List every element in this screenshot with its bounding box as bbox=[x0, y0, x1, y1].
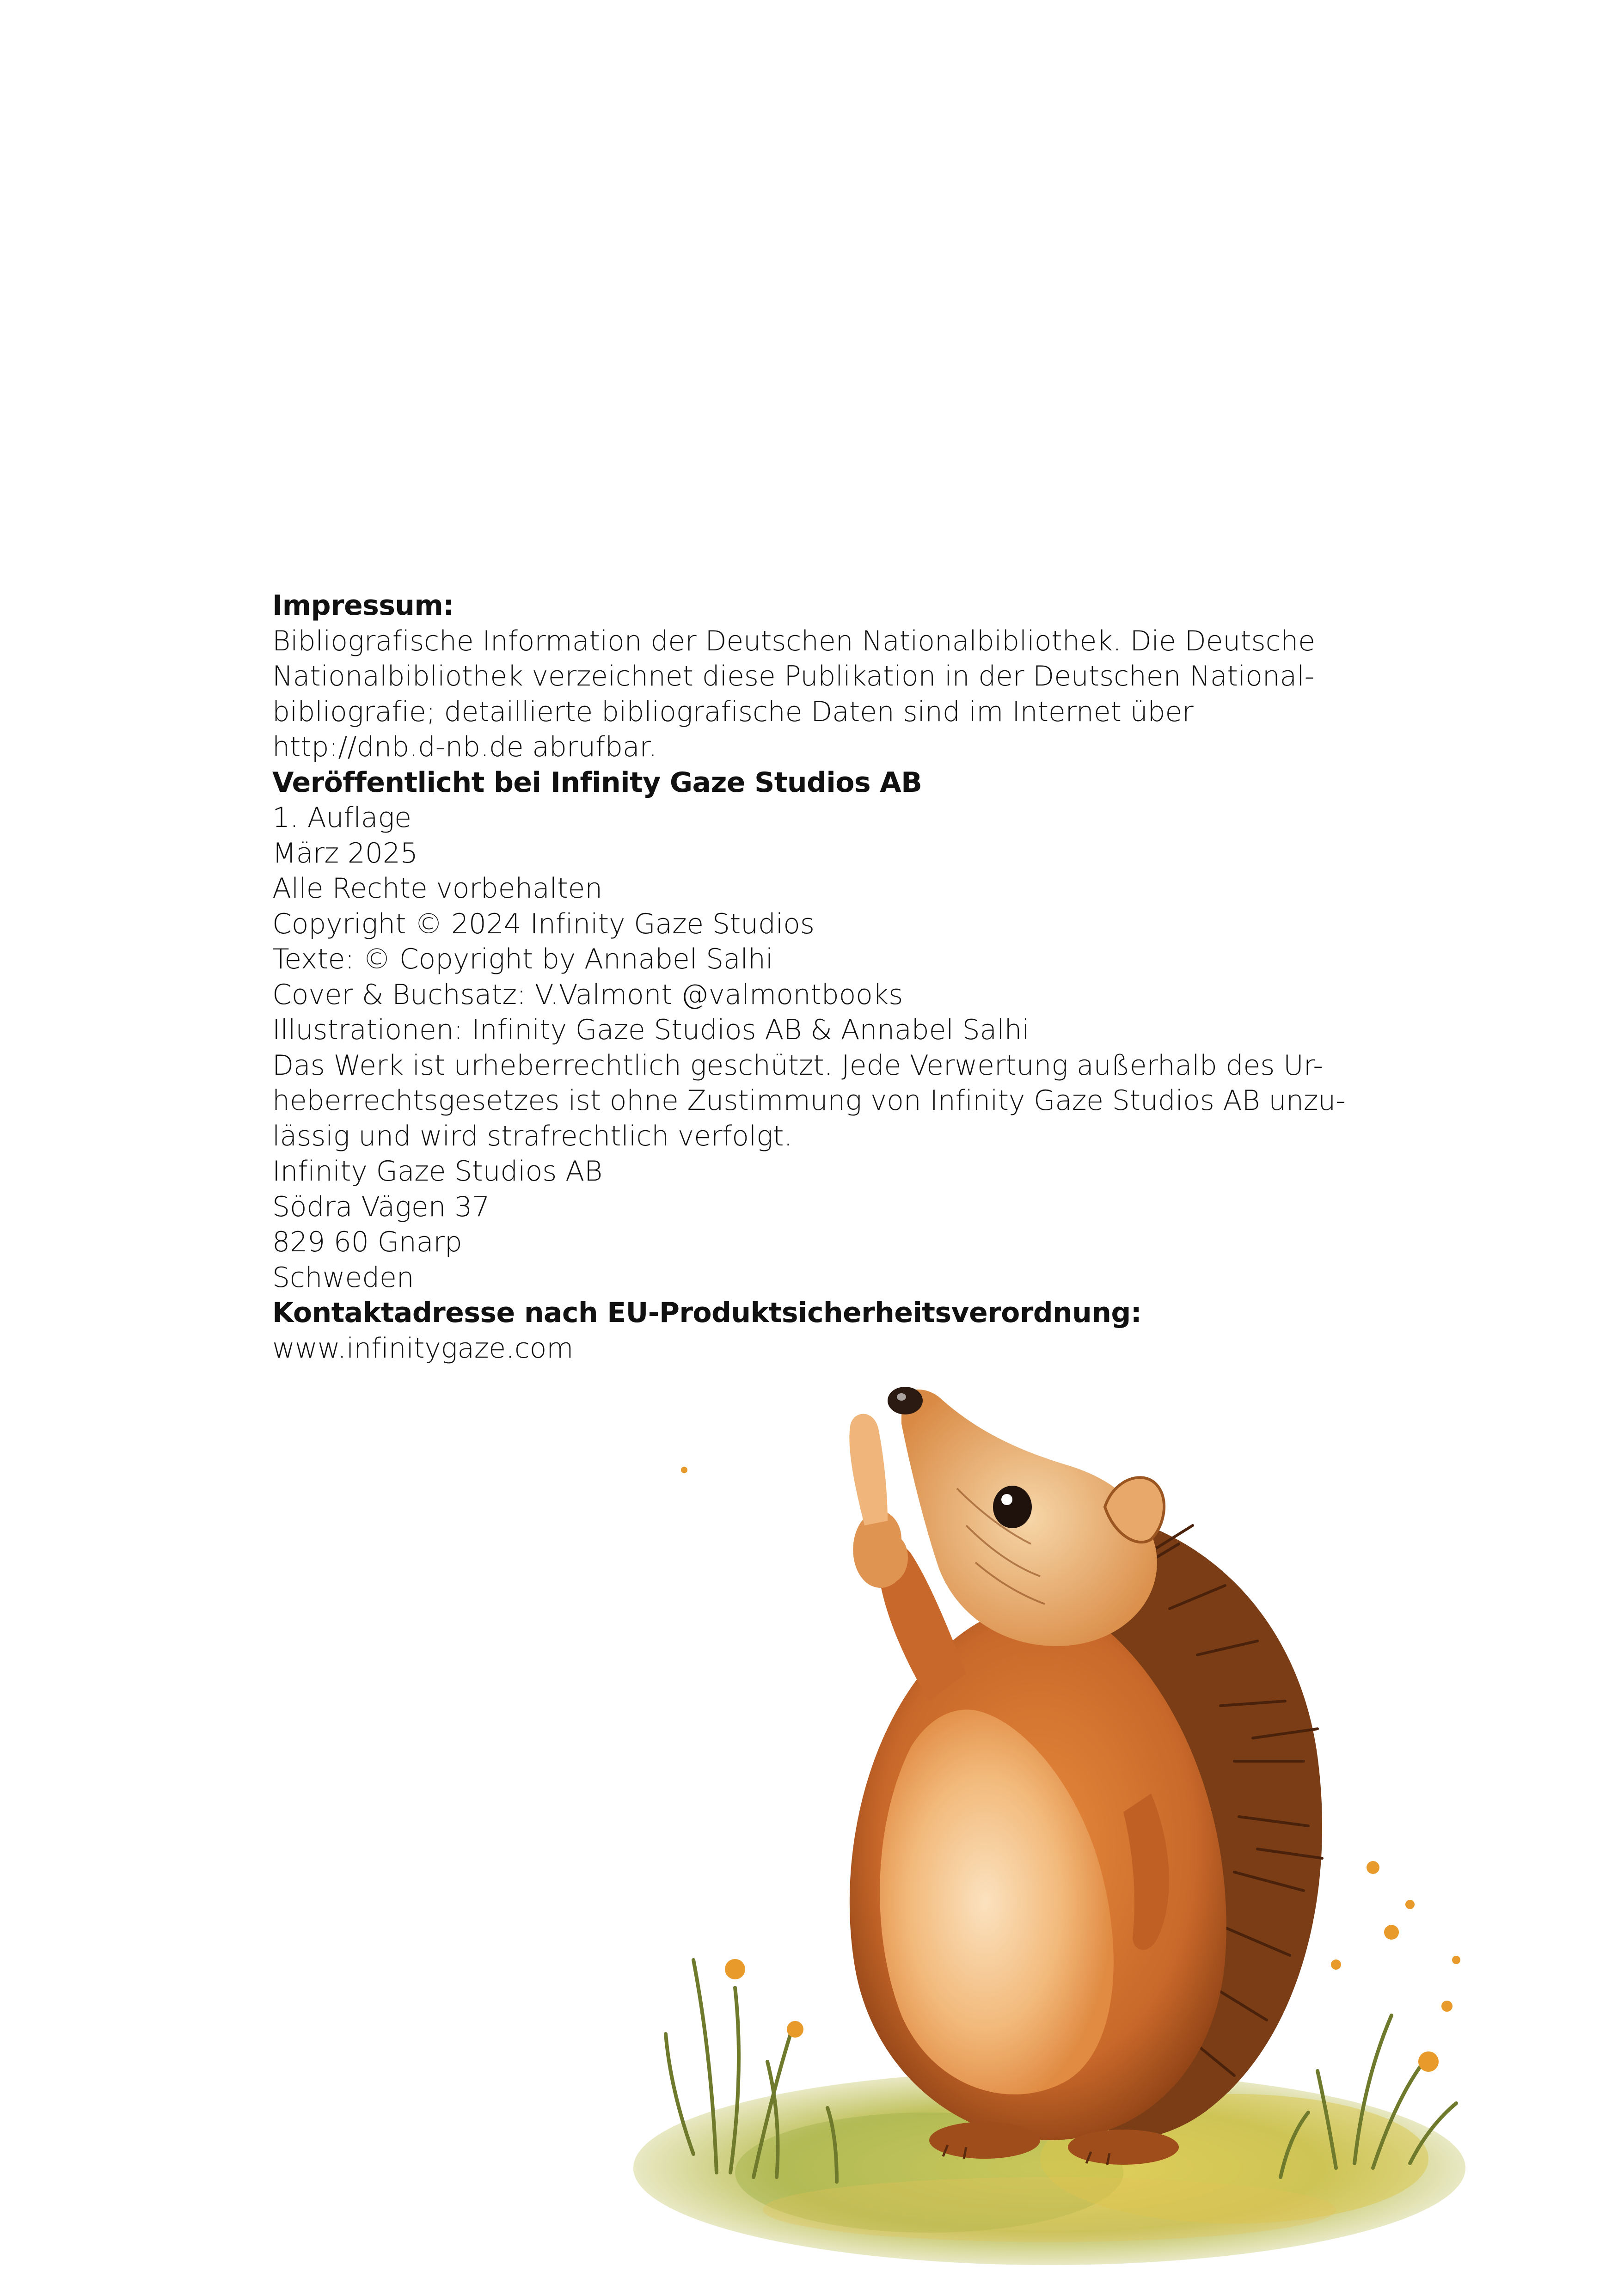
website-link[interactable]: www.infinitygaze.com bbox=[272, 1332, 574, 1365]
bibliographic-info-line: Nationalbibliothek verzeichnet diese Publikation in der Deutschen National- bbox=[272, 660, 1315, 692]
bibliographic-info-line: bibliografie; detaillierte bibliografische Daten sind im Internet über bbox=[272, 695, 1194, 728]
publisher-line: Veröffentlicht bei Infinity Gaze Studios AB bbox=[272, 766, 922, 799]
legal-notice-line: heberrechtsgesetzes ist ohne Zustimmung von Infinity Gaze Studios AB unzu- bbox=[272, 1084, 1346, 1117]
address-country: Schweden bbox=[272, 1261, 414, 1294]
bibliographic-info-line: Bibliografische Information der Deutschen Nationalbibliothek. Die Deutsche bbox=[272, 625, 1315, 657]
edition-line: 1. Auflage bbox=[272, 802, 411, 834]
imprint-heading: Impressum: bbox=[272, 589, 454, 622]
copyright-line: Copyright © 2024 Infinity Gaze Studios bbox=[272, 907, 815, 940]
legal-notice-line: Das Werk ist urheberrechtlich geschützt. Jede Verwertung außerhalb des Ur- bbox=[272, 1049, 1323, 1082]
bibliographic-info-line: http://dnb.d-nb.de abrufbar. bbox=[272, 731, 657, 763]
address-city: 829 60 Gnarp bbox=[272, 1226, 462, 1258]
hedgehog-illustration bbox=[578, 1248, 1526, 2288]
illustration-credit: Illustrationen: Infinity Gaze Studios AB & Annabel Salhi bbox=[272, 1014, 1030, 1046]
address-street: Södra Vägen 37 bbox=[272, 1190, 490, 1223]
rights-line: Alle Rechte vorbehalten bbox=[272, 872, 603, 905]
text-credit: Texte: © Copyright by Annabel Salhi bbox=[272, 943, 773, 975]
cover-credit: Cover & Buchsatz: V.Valmont @valmontbooks bbox=[272, 978, 903, 1011]
address-name: Infinity Gaze Studios AB bbox=[272, 1155, 603, 1188]
legal-notice-line: lässig und wird strafrechtlich verfolgt. bbox=[272, 1120, 793, 1152]
contact-heading: Kontaktadresse nach EU-Produktsicherheitsverordnung: bbox=[272, 1297, 1142, 1329]
publication-date: März 2025 bbox=[272, 837, 418, 869]
